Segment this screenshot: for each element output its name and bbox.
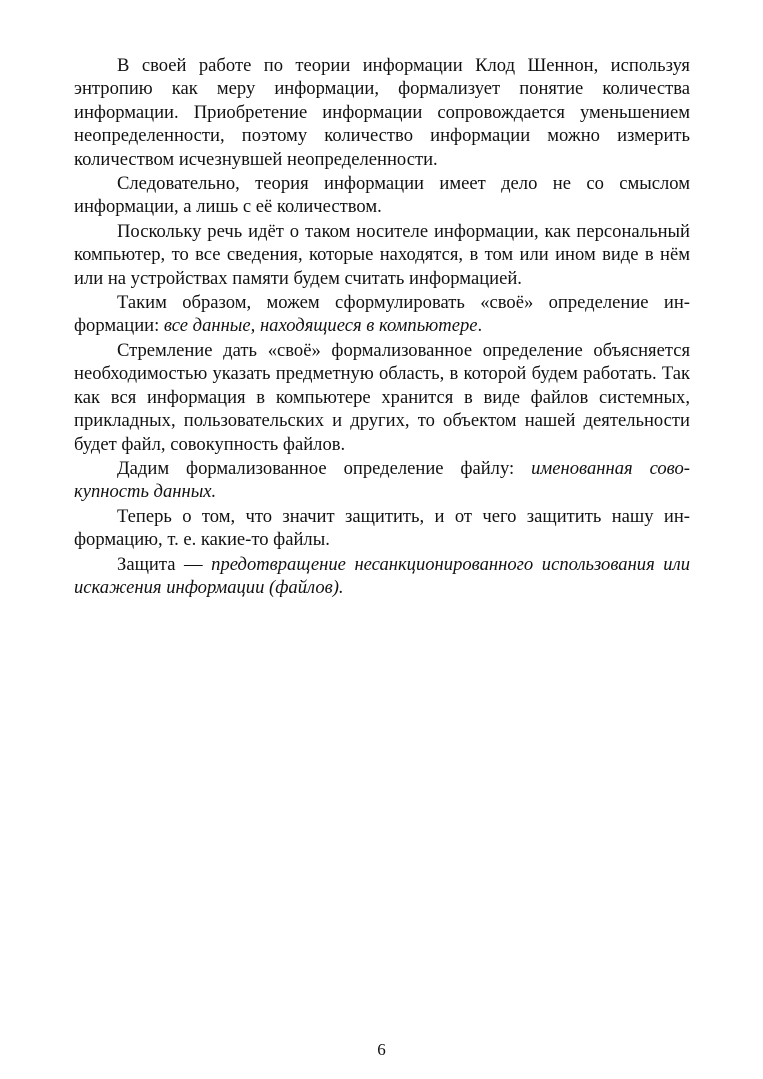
paragraph-subject-area — [74, 339, 690, 456]
paragraph-text: Теперь о том, что значит защитить, и от чего защитить нашу информацию, т. е. какие-то файлы. — [74, 505, 690, 551]
paragraph-emphasis: предотвращение несанкционированного использования или искажения информации (файлов). — [74, 553, 690, 598]
paragraph-emphasis: именованная совокупность данных. — [74, 457, 690, 503]
paragraph-shannon — [74, 54, 690, 171]
paragraph-what-to-protect — [74, 505, 690, 552]
paragraph-emphasis: все данные, находящиеся в компьютере — [163, 315, 478, 337]
paragraph-own-definition — [74, 291, 690, 338]
paragraph-text-tail: . — [477, 315, 483, 337]
paragraph-text: Таким образом, можем сформулировать «своё» определение информации: — [74, 292, 690, 337]
paragraph-text: Стремление дать «своё» формализованное определение объясняется необходимостью указать предметную область, в которой будем работать. Так как вся информация в компьютере хранится в виде файлов системных, прикладных, пользовательских и других, то объектом нашей деятельности будет файл, совокупность файлов. — [74, 339, 690, 455]
paragraph-text: Дадим формализованное определение файлу: — [117, 457, 532, 479]
body-text — [74, 54, 690, 600]
paragraph-protection-definition — [74, 553, 690, 600]
page-number: 6 — [377, 1040, 386, 1059]
paragraph-file-definition — [74, 457, 690, 504]
paragraph-consequence — [74, 172, 690, 219]
paragraph-text: В своей работе по теории информации Клод Шеннон, используя энтропию как меру информации, формализует понятие количества информации. Приобретение информации сопровождается уменьшением неопределенности, поэтому количество информации можно измерить количеством исчезнувшей неопределенности. — [74, 55, 690, 170]
paragraph-computer-carrier — [74, 220, 690, 290]
paragraph-text: Следовательно, теория информации имеет дело не со смыслом информации, а лишь с её количеством. — [74, 173, 690, 218]
paragraph-text: Защита — — [117, 553, 212, 575]
paragraph-text: Поскольку речь идёт о таком носителе информации, как персональный компьютер, то все сведения, которые находятся, в том или ином виде в нём или на устройствах памяти будем считать информацией. — [74, 220, 690, 289]
